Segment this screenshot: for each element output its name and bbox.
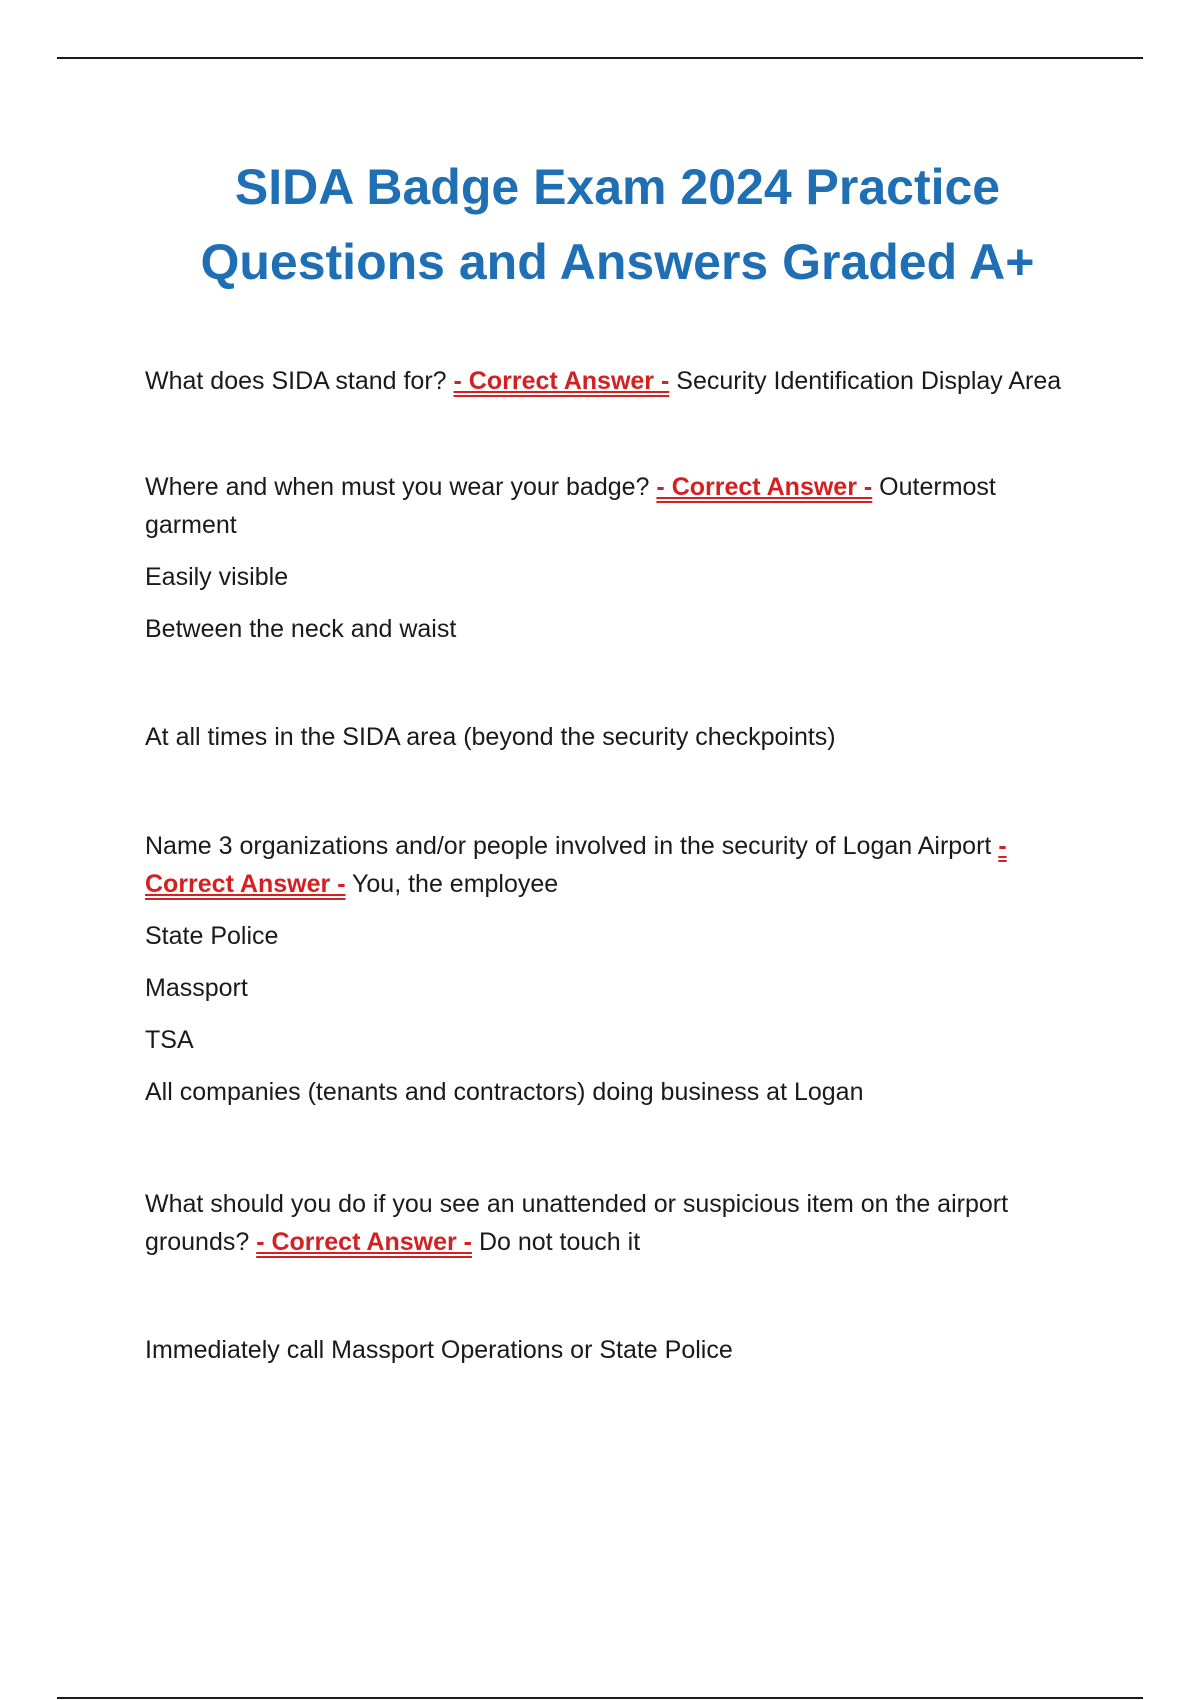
qa-item-1 [145, 362, 1085, 400]
answer-text: Security Identification Display Area [676, 367, 1062, 395]
answer-text: You, the employee [352, 870, 559, 898]
correct-answer-marker: - Correct Answer - [453, 367, 670, 395]
question-text: Where and when must you wear your badge? [145, 473, 650, 501]
answer-line: At all times in the SIDA area (beyond the security checkpoints) [145, 723, 836, 751]
question-text: What does SIDA stand for? [145, 367, 447, 395]
question-4 [145, 1185, 1085, 1261]
question-3 [145, 827, 1085, 903]
answer-line: Between the neck and waist [145, 615, 457, 643]
question-2 [145, 468, 1085, 544]
top-rule [57, 57, 1143, 59]
correct-answer-marker: - Correct Answer - [256, 1228, 472, 1256]
answer-line: Immediately call Massport Operations or State Police [145, 1336, 733, 1364]
correct-answer-marker: - Correct Answer - [145, 832, 1007, 898]
answer-line: State Police [145, 922, 279, 950]
qa-item-4 [145, 1185, 1085, 1369]
answer-line: All companies (tenants and contractors) doing business at Logan [145, 1078, 864, 1106]
qa-item-2 [145, 468, 1085, 756]
answer-line: Easily visible [145, 563, 289, 591]
question-text: Name 3 organizations and/or people involved in the security of Logan Airport [145, 832, 992, 860]
answer-text: Outermost garment [145, 473, 996, 539]
qa-item-3 [145, 827, 1085, 1111]
page-title: SIDA Badge Exam 2024 Practice Questions and Answers Graded A+ [200, 159, 1035, 290]
answer-line: Massport [145, 974, 248, 1002]
bottom-rule [57, 1697, 1143, 1699]
answer-text: Do not touch it [478, 1228, 641, 1256]
answer-line: TSA [145, 1026, 194, 1054]
question-text: What should you do if you see an unattended or suspicious item on the airport grounds? [145, 1190, 1009, 1256]
question-1 [145, 362, 1085, 400]
correct-answer-marker: - Correct Answer - [656, 473, 873, 501]
